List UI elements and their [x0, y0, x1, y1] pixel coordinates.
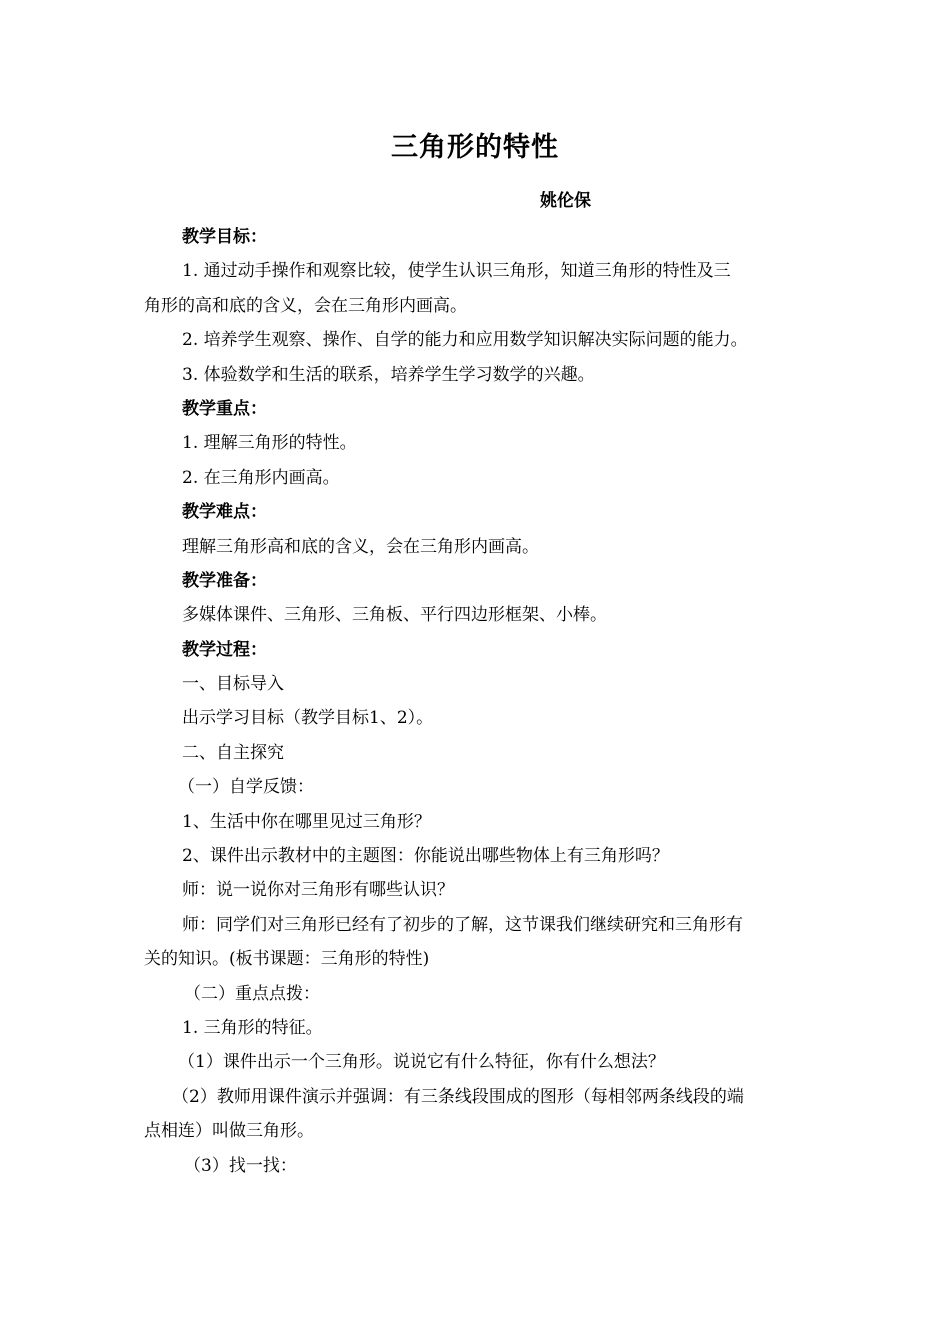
objective-item-3: 3. 体验数学和生活的联系，培养学生学习数学的兴趣。: [182, 364, 595, 385]
preparation-heading: 教学准备：: [182, 570, 267, 591]
process-section-2: 二、自主探究: [182, 742, 284, 763]
objectives-heading: 教学目标：: [182, 227, 267, 247]
author-name: 姚伦保: [540, 191, 591, 211]
question-1: 1、生活中你在哪里见过三角形？: [182, 811, 431, 832]
question-2: 2、课件出示教材中的主题图：你能说出哪些物体上有三角形吗？: [182, 846, 669, 867]
preparation-text: 多媒体课件、三角形、三角板、平行四边形框架、小棒。: [182, 605, 607, 626]
process-section-1-text: 出示学习目标（教学目标1、2）。: [182, 708, 434, 729]
process-section-1: 一、目标导入: [182, 674, 284, 695]
teacher-line-1: 师：说一说你对三角形有哪些认识？: [182, 880, 454, 901]
step-2-line-2: 点相连）叫做三角形。: [144, 1121, 314, 1142]
key-point-item-1: 1. 理解三角形的特性。: [182, 433, 357, 454]
objective-item-1-line-1: 1. 通过动手操作和观察比较，使学生认识三角形，知道三角形的特性及三: [182, 261, 731, 282]
document-body: [144, 220, 810, 1183]
step-1: （1）课件出示一个三角形。说说它有什么特征，你有什么想法？: [178, 1052, 665, 1073]
point-1: 1. 三角形的特征。: [182, 1017, 323, 1038]
process-subsection-1: （一）自学反馈：: [178, 777, 314, 798]
teacher-line-2-part-1: 师：同学们对三角形已经有了初步的了解，这节课我们继续研究和三角形有: [182, 914, 743, 935]
document-title: 三角形的特性: [391, 132, 559, 163]
step-2-line-1: （2）教师用课件演示并强调：有三条线段围成的图形（每相邻两条线段的端: [172, 1086, 744, 1107]
step-3: （3）找一找：: [184, 1155, 297, 1176]
objective-item-2: 2. 培养学生观察、操作、自学的能力和应用数学知识解决实际问题的能力。: [182, 330, 748, 351]
difficulties-text: 理解三角形高和底的含义，会在三角形内画高。: [182, 536, 539, 557]
objective-item-1-line-2: 角形的高和底的含义，会在三角形内画高。: [144, 295, 467, 316]
difficulties-heading: 教学难点：: [182, 502, 267, 523]
process-heading: 教学过程：: [182, 639, 267, 660]
key-points-heading: 教学重点：: [182, 398, 267, 419]
process-subsection-2: （二）重点点拨：: [184, 983, 320, 1004]
key-point-item-2: 2. 在三角形内画高。: [182, 467, 340, 488]
teacher-line-2-part-2: 关的知识。(板书课题：三角形的特性): [144, 949, 430, 970]
